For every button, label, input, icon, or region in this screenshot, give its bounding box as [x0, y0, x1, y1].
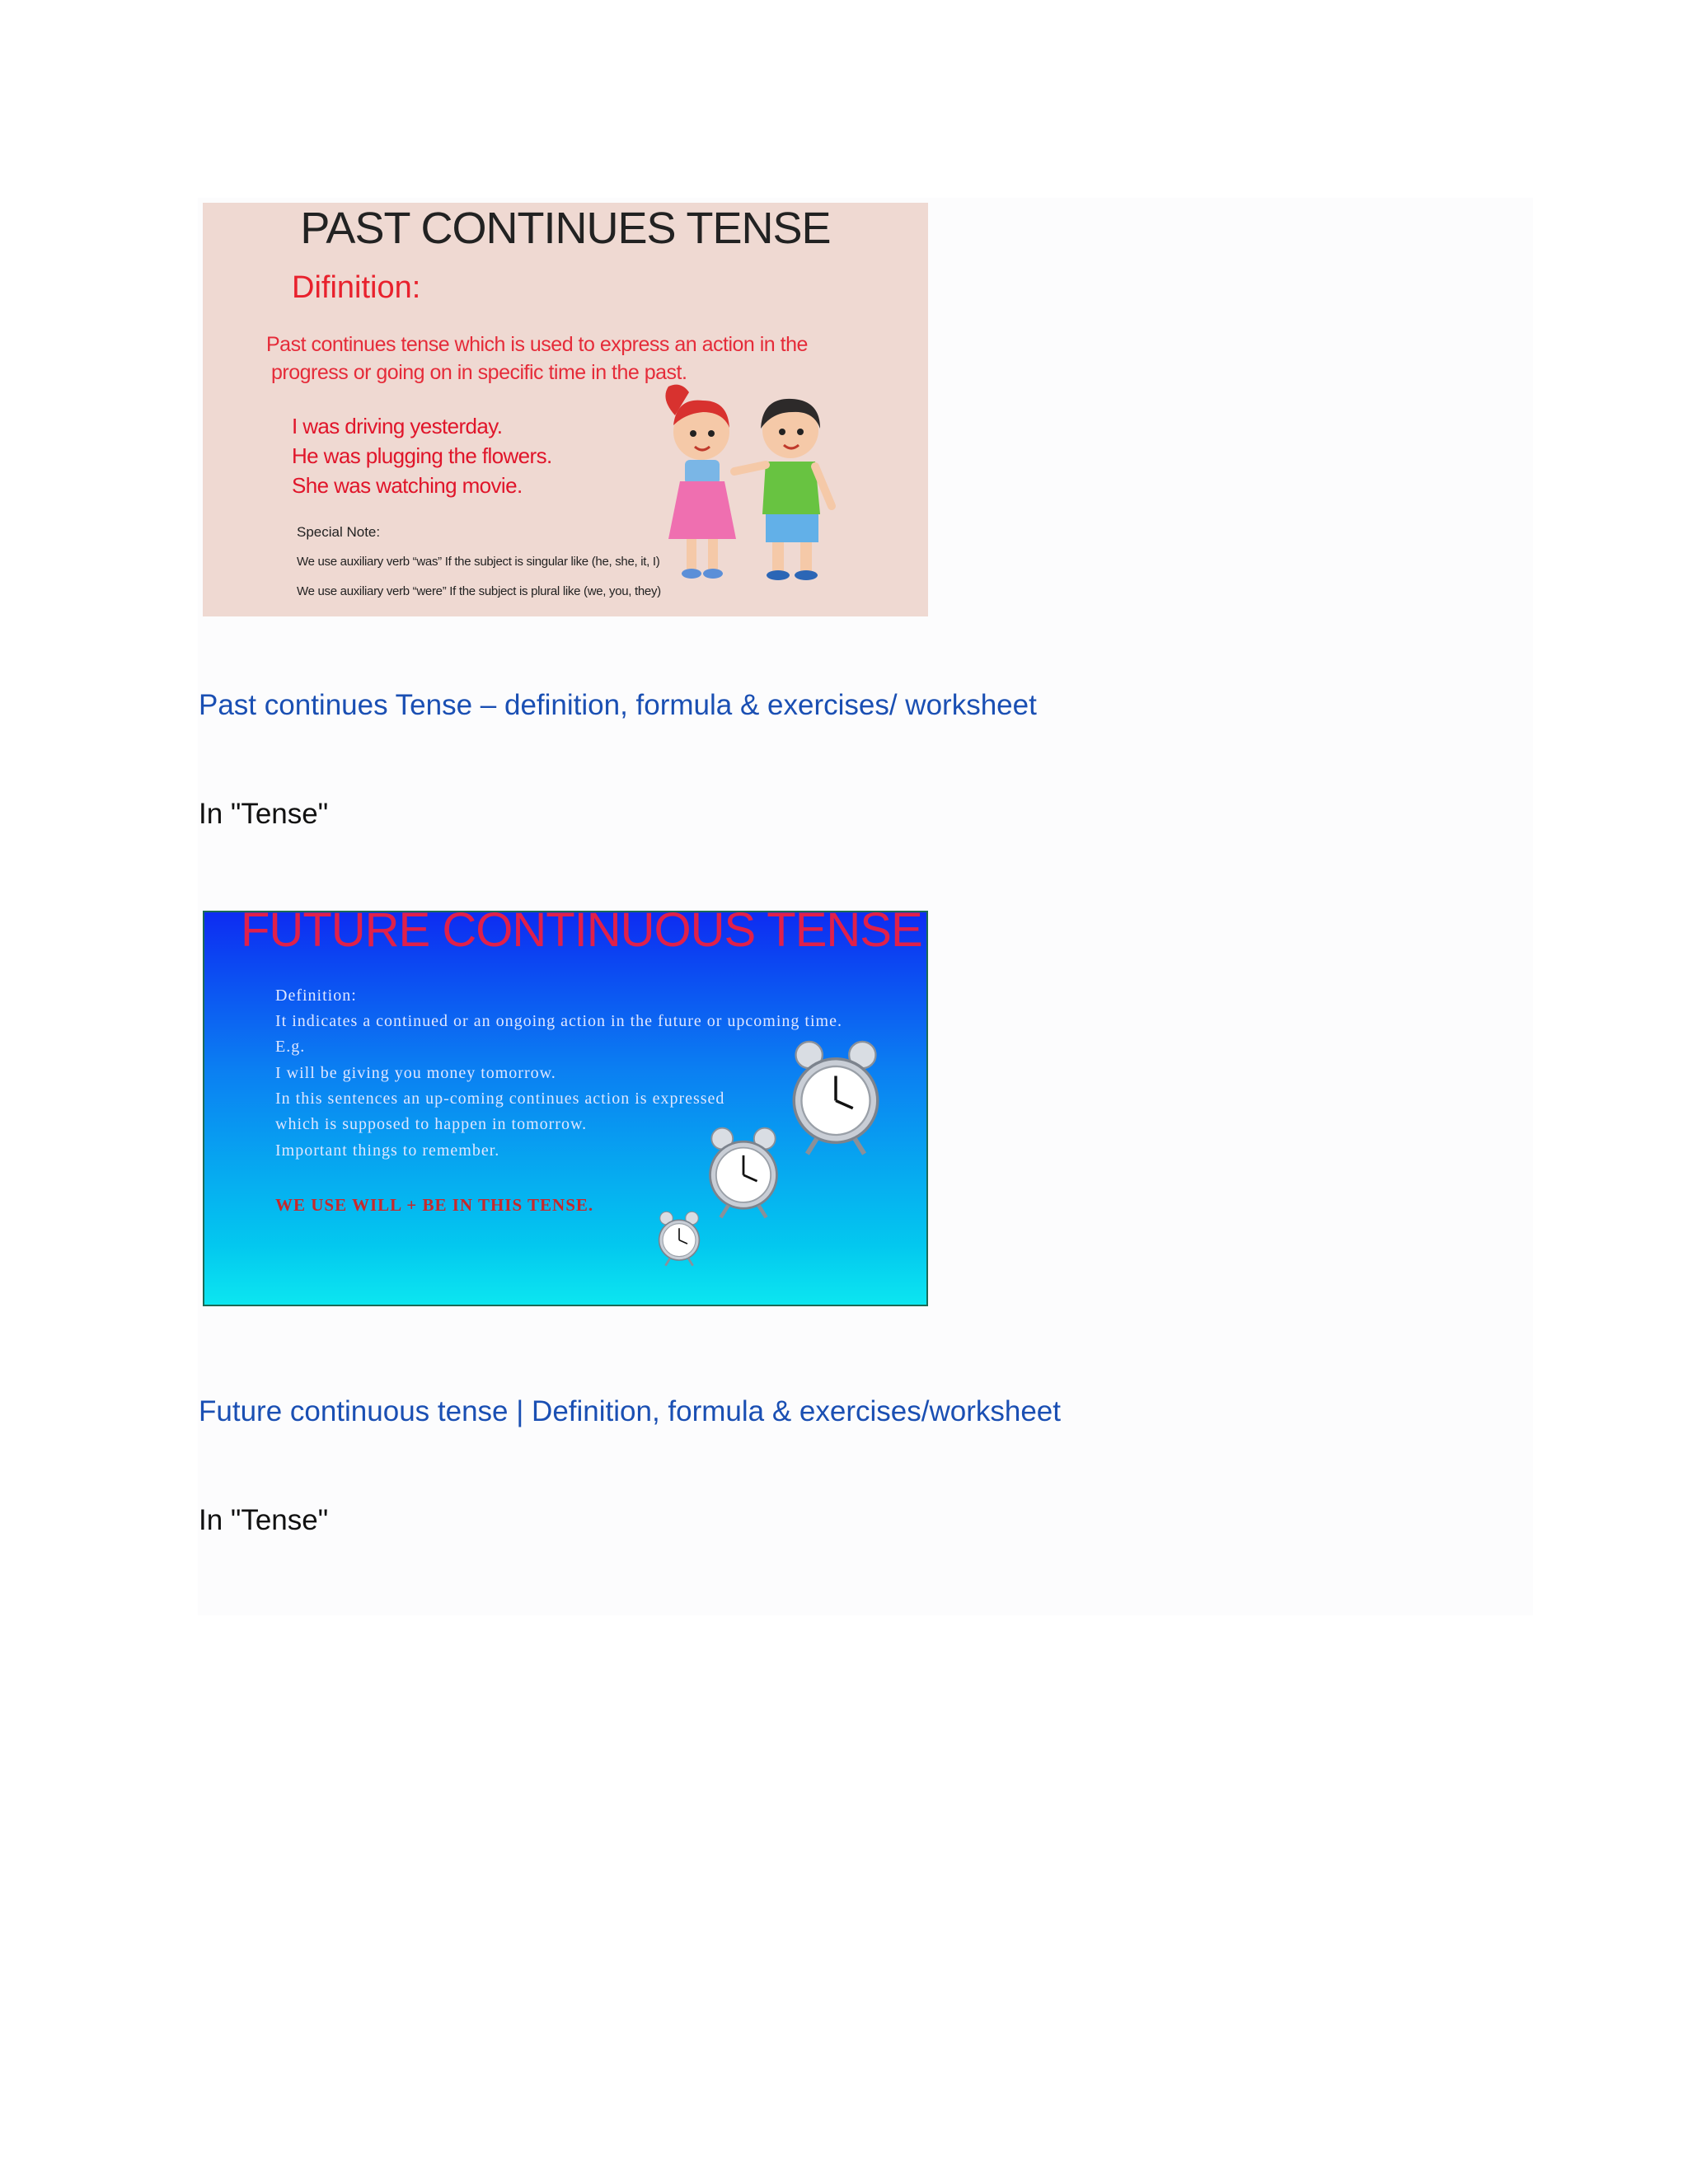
rule-line: We use auxiliary verb “were” If the subject is plural like (we, you, they): [297, 584, 661, 598]
thumbnail-line: Definition:: [275, 987, 357, 1005]
alarm-clock-icon: [656, 1209, 702, 1268]
example-line: He was plugging the flowers.: [292, 443, 552, 468]
future-continuous-thumbnail[interactable]: [203, 911, 928, 1306]
rule-line: We use auxiliary verb “was” If the subject is singular like (he, she, it, I): [297, 555, 660, 569]
definition-heading: Difinition:: [292, 270, 421, 305]
special-note-heading: Special Note:: [297, 524, 381, 540]
thumbnail-line: which is supposed to happen in tomorrow.: [275, 1115, 588, 1133]
thumbnail-line: It indicates a continued or an ongoing action in the future or upcoming time.: [275, 1012, 842, 1030]
thumbnail-title: FUTURE CONTINUOUS TENSE: [241, 911, 922, 957]
post-link-future-continuous[interactable]: Future continuous tense | Definition, formula & exercises/worksheet: [199, 1395, 1061, 1427]
alarm-clock-icon: [788, 1036, 884, 1160]
thumbnail-line: In this sentences an up-coming continues action is expressed: [275, 1090, 725, 1108]
thumbnail-line: Important things to remember.: [275, 1141, 500, 1160]
post-category: In "Tense": [199, 1504, 329, 1536]
kids-illustration-icon: [644, 382, 874, 597]
post-category: In "Tense": [199, 798, 329, 830]
past-continuous-thumbnail[interactable]: [203, 203, 928, 616]
thumbnail-line: E.g.: [275, 1038, 306, 1056]
definition-line: progress or going on in specific time in the past.: [271, 361, 687, 384]
example-line: I was driving yesterday.: [292, 414, 503, 438]
definition-line: Past continues tense which is used to express an action in the: [266, 333, 808, 356]
example-line: She was watching movie.: [292, 473, 523, 498]
alarm-clock-icon: [706, 1123, 781, 1222]
post-link-past-continues[interactable]: Past continues Tense – definition, formula & exercises/ worksheet: [199, 689, 1037, 721]
thumbnail-title: PAST CONTINUES TENSE: [300, 204, 831, 253]
thumbnail-line: I will be giving you money tomorrow.: [275, 1064, 556, 1082]
thumbnail-rule: WE USE WILL + BE IN THIS TENSE.: [275, 1195, 594, 1215]
